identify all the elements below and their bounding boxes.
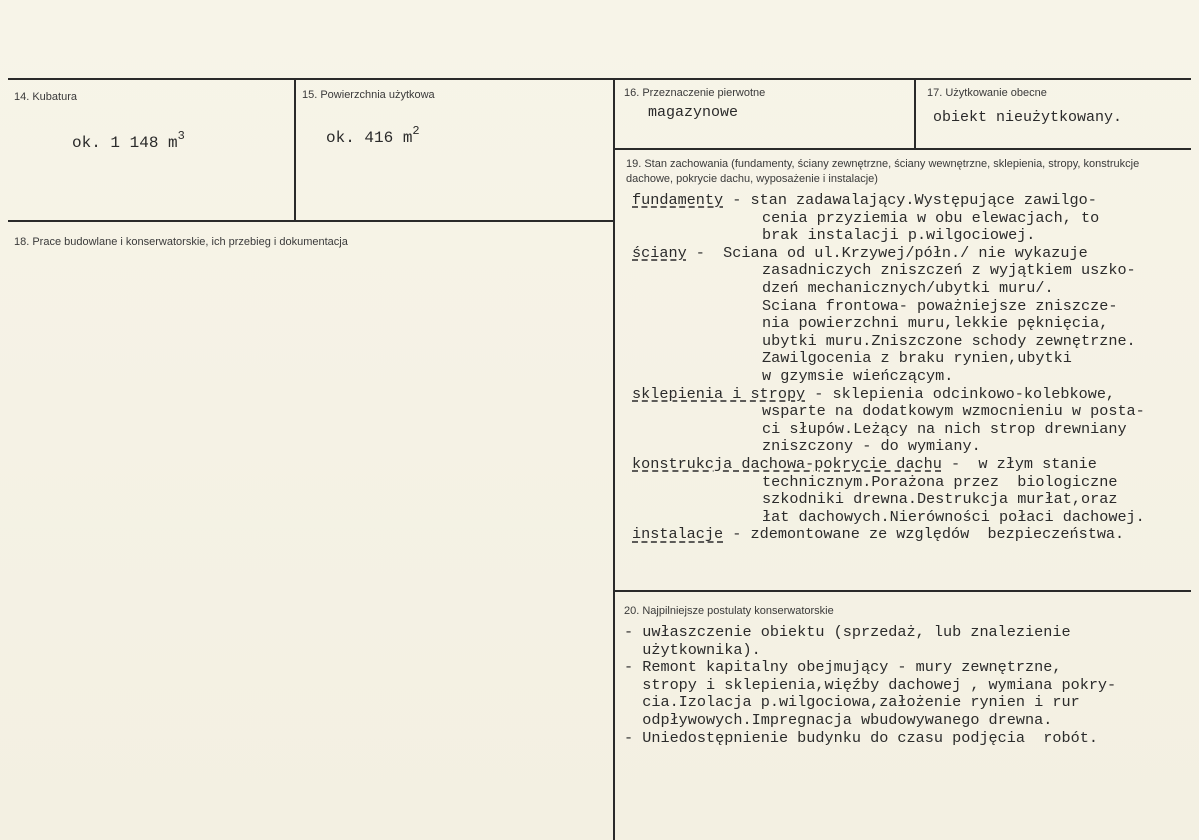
stan-key: sklepienia i stropy — [632, 384, 806, 403]
rule-v3 — [914, 78, 916, 148]
postulat-line: stropy i sklepienia,więźby dachowej , wymiana pokry- — [624, 675, 1117, 694]
stan-text: zdemontowane ze względów bezpieczeństwa. — [750, 525, 1125, 544]
stan-line — [632, 245, 1088, 263]
postulat-line: - Uniedostępnienie budynku do czasu podjęcia robót. — [624, 728, 1098, 747]
stan-line: zniszczony - do wymiany. — [762, 437, 981, 456]
stan-text: Sciana od ul.Krzywej/półn./ nie wykazuje — [723, 243, 1088, 262]
przeznaczenie-label: 16. Przeznaczenie pierwotne — [624, 87, 766, 99]
rule-v2 — [613, 78, 615, 840]
postulat-line: odpływowych.Impregnacja wbudowywanego drewna. — [624, 711, 1053, 729]
postulat-line: - uwłaszczenie obiektu (sprzedaż, lub znalezienie — [624, 623, 1071, 641]
prace-budowlane-label: 18. Prace budowlane i konserwatorskie, ich przebieg i dokumentacja — [14, 236, 348, 248]
stan-sep: - — [941, 455, 979, 473]
stan-sep: - — [723, 191, 751, 209]
stan-zachowania-label: 19. Stan zachowania (fundamenty, ściany zewnętrzne, ściany wewnętrzne, sklepienia, stropy, konstrukcje dachowe, pokrycie dachu, wyposażenie i instalacje) — [626, 158, 1140, 185]
stan-text: sklepienia odcinkowo-kolebkowe, — [832, 384, 1116, 403]
stan-sep: - — [805, 384, 833, 403]
stan-key: fundamenty — [632, 191, 724, 209]
powierzchnia-unit-exp: 2 — [412, 124, 420, 138]
stan-sep: - — [723, 525, 751, 544]
kubatura-value-text: ok. 1 148 m — [72, 134, 178, 152]
postulat-line: - Remont kapitalny obejmujący - mury zewnętrzne, — [624, 658, 1062, 677]
rule-right-2 — [613, 590, 1191, 592]
stan-line: ubytki muru.Zniszczone schody zewnętrzne. — [762, 331, 1136, 350]
rule-left-mid — [8, 220, 614, 222]
stan-sep: - — [686, 243, 724, 262]
stan-key: instalacje — [632, 525, 724, 544]
stan-line — [632, 456, 1097, 474]
postulat-line: użytkownika). — [624, 640, 761, 659]
powierzchnia-label: 15. Powierzchnia użytkowa — [302, 89, 435, 101]
stan-text: w złym stanie — [978, 455, 1097, 473]
stan-line: ci słupów.Leżący na nich strop drewniany — [762, 419, 1127, 438]
powierzchnia-value-text: ok. 416 m — [326, 129, 413, 147]
stan-line: w gzymsie wieńczącym. — [762, 367, 954, 385]
stan-line: wsparte na dodatkowym wzmocnieniu w posta- — [762, 402, 1145, 421]
rule-top — [8, 78, 1191, 80]
stan-line: cenia przyziemia w obu elewacjach, to — [762, 208, 1100, 227]
stan-line — [632, 526, 1124, 544]
kubatura-label: 14. Kubatura — [14, 91, 77, 103]
rule-right-1 — [613, 148, 1191, 150]
stan-key: ściany — [632, 243, 687, 262]
kubatura-value — [72, 129, 185, 152]
stan-line — [632, 386, 1115, 404]
stan-line: łat dachowych.Nierówności połaci dachowej. — [762, 507, 1145, 526]
stan-line: zasadniczych zniszczeń z wyjątkiem uszko- — [762, 261, 1136, 280]
rule-v1 — [294, 78, 296, 220]
postulat-line: cia.Izolacja p.wilgociowa,założenie rynien i rur — [624, 693, 1080, 712]
stan-line: Zawilgocenia z braku rynien,ubytki — [762, 349, 1072, 368]
stan-text: stan zadawalający.Występujące zawilgo- — [750, 191, 1097, 209]
przeznaczenie-value: magazynowe — [648, 104, 739, 121]
stan-key: konstrukcja dachowa-pokrycie dachu — [632, 455, 942, 473]
stan-line: brak instalacji p.wilgociowej. — [762, 226, 1036, 245]
kubatura-unit-exp: 3 — [177, 129, 185, 143]
powierzchnia-value — [326, 124, 420, 147]
uzytkowanie-label: 17. Użytkowanie obecne — [927, 87, 1047, 99]
stan-line: szkodniki drewna.Destrukcja murłat,oraz — [762, 490, 1118, 509]
stan-line: nia powierzchni muru,lekkie pęknięcia, — [762, 314, 1109, 333]
uzytkowanie-value: obiekt nieużytkowany. — [933, 109, 1123, 126]
stan-line — [632, 192, 1097, 210]
postulaty-label: 20. Najpilniejsze postulaty konserwatorskie — [624, 605, 834, 617]
stan-line: Sciana frontowa- poważniejsze zniszcze- — [762, 296, 1118, 315]
stan-line: technicznym.Porażona przez biologiczne — [762, 472, 1118, 491]
stan-line: dzeń mechanicznych/ubytki muru/. — [762, 279, 1054, 297]
